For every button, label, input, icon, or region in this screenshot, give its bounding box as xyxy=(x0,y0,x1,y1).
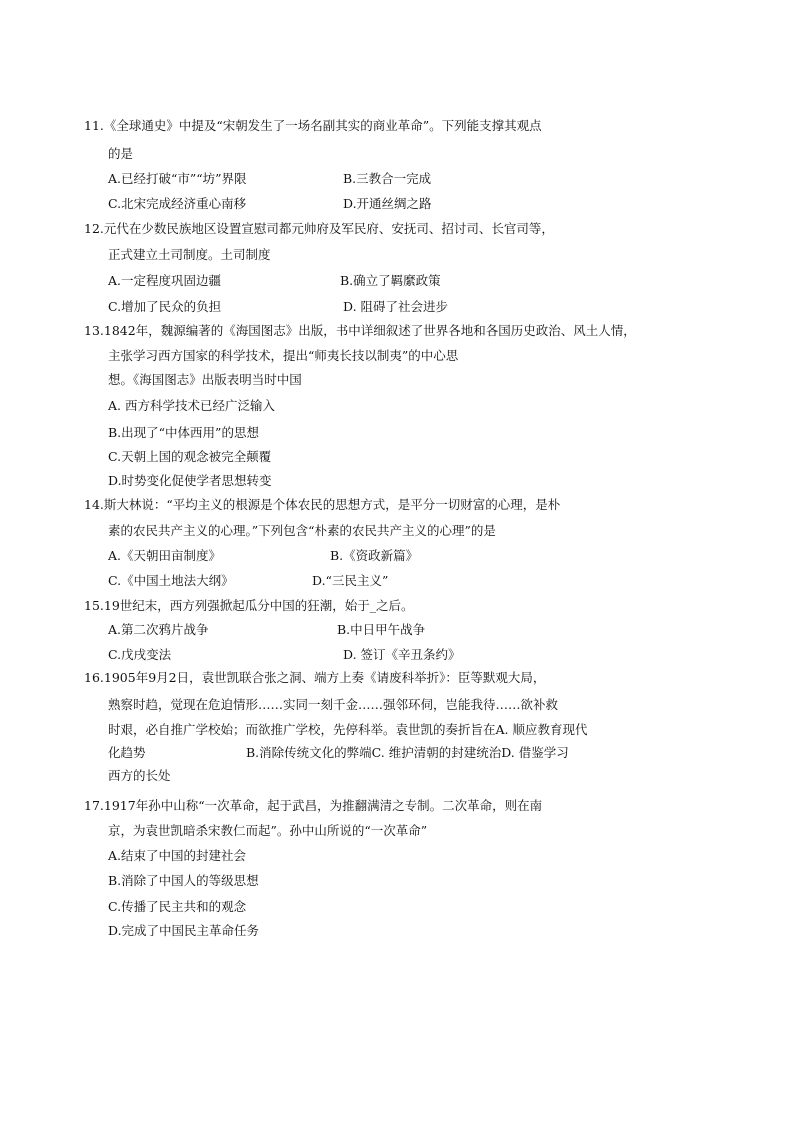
question-16-stem-line-2: 熟察时趋，觉现在危迫情形……实同一刻千金……强邻环伺，岂能我待……欲补救 xyxy=(108,697,559,712)
question-16-stem-line-3: 时艰，必自推广学校始；而欲推广学校，先停科举。袁世凯的奏折旨在A. 顺应教育现代 xyxy=(108,722,588,737)
question-14-stem-line-1: 14.斯大林说：“平均主义的根源是个体农民的思想方式，是平分一切财富的心理，是朴 xyxy=(84,497,561,512)
question-12-stem-line-2: 正式建立土司制度。土司制度 xyxy=(108,247,271,262)
question-17-option-b: B.消除了中国人的等级思想 xyxy=(108,873,259,888)
question-11-option-a: A.已经打破“市”“坊”界限 xyxy=(108,171,247,186)
question-15-option-d: D. 签订《辛丑条约》 xyxy=(343,647,461,662)
question-12-option-d: D. 阻碍了社会进步 xyxy=(343,299,449,314)
question-16-stem-line-1: 16.1905年9月2日，袁世凯联合张之洞、端方上奏《请废科举折》：臣等默观大局， xyxy=(84,670,546,685)
question-17-stem-line-1: 17.1917年孙中山称“一次革命，起于武昌，为推翻满清之专制。二次革命，则在南 xyxy=(84,798,543,813)
question-13-option-d: D.时势变化促使学者思想转变 xyxy=(108,473,272,488)
question-17-option-d: D.完成了中国民主革命任务 xyxy=(108,923,260,938)
question-15-option-b: B.中日甲午战争 xyxy=(337,622,426,637)
question-15-option-a: A.第二次鸦片战争 xyxy=(108,622,209,637)
question-13-option-a: A. 西方科学技术已经广泛输入 xyxy=(108,398,275,413)
question-17-option-c: C.传播了民主共和的观念 xyxy=(108,899,247,914)
question-13-option-b: B.出现了“中体西用”的思想 xyxy=(108,425,259,440)
question-11-option-d: D.开通丝绸之路 xyxy=(343,196,432,211)
question-14-option-b: B.《资政新篇》 xyxy=(330,548,419,563)
question-11-option-b: B.三教合一完成 xyxy=(343,171,432,186)
question-13-stem-line-3: 想。《海国图志》出版表明当时中国 xyxy=(108,372,302,387)
question-12-option-a: A.一定程度巩固边疆 xyxy=(108,273,222,288)
question-15-stem-line-1: 15.19世纪末，西方列强掀起瓜分中国的狂潮，始于_之后。 xyxy=(84,598,414,613)
question-12-option-c: C.增加了民众的负担 xyxy=(108,299,222,314)
question-12-option-b: B.确立了羁縻政策 xyxy=(340,273,441,288)
question-16-stem-line-4: 化趋势 xyxy=(108,745,146,760)
question-16-stem-line-5: 西方的长处 xyxy=(108,768,171,783)
question-14-option-a: A.《天朝田亩制度》 xyxy=(108,548,222,563)
question-13-stem-line-2: 主张学习西方国家的科学技术，提出“师夷长技以制夷”的中心思 xyxy=(108,348,459,363)
question-11-stem-line-2: 的是 xyxy=(108,146,134,161)
question-17-stem-line-2: 京，为袁世凯暗杀宋教仁而起”。孙中山所说的“一次革命” xyxy=(108,823,428,838)
question-14-option-c: C.《中国土地法大纲》 xyxy=(108,573,234,588)
question-16-options-bcd: B.消除传统文化的弊端C. 维护清朝的封建统治D. 借鉴学习 xyxy=(246,745,569,760)
question-14-stem-line-2: 素的农民共产主义的心理。”下列包含“朴素的农民共产主义的心理”的是 xyxy=(108,523,496,538)
question-12-stem-line-1: 12.元代在少数民族地区设置宣慰司都元帅府及军民府、安抚司、招讨司、长官司等， xyxy=(84,221,554,236)
question-13-stem-line-1: 13.1842年，魏源编著的《海国图志》出版，书中详细叙述了世界各地和各国历史政治、风土人情， xyxy=(84,323,636,338)
question-11-option-c: C.北宋完成经济重心南移 xyxy=(108,196,247,211)
question-17-option-a: A.结束了中国的封建社会 xyxy=(108,848,247,863)
question-11-stem-line-1: 11.《全球通史》中提及“宋朝发生了一场名副其实的商业革命”。下列能支撑其观点 xyxy=(84,118,542,133)
question-15-option-c: C.戊戌变法 xyxy=(108,647,172,662)
question-14-option-d: D.“三民主义” xyxy=(312,573,389,588)
question-13-option-c: C.天朝上国的观念被完全颠覆 xyxy=(108,449,272,464)
